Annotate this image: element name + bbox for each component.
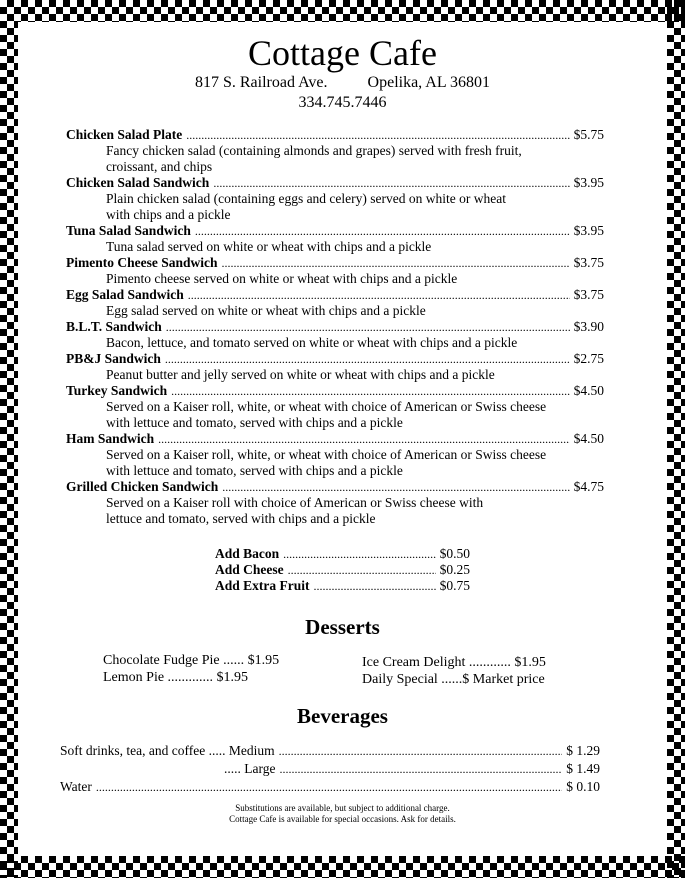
item-description: Peanut butter and jelly served on white or wheat with chips and a pickle	[106, 367, 495, 382]
dessert-item: Daily Special ......$ Market price	[362, 672, 545, 687]
item-price: $4.50	[573, 431, 604, 446]
checkered-border-bottom	[0, 856, 685, 878]
addon-name: Add Bacon	[215, 546, 280, 561]
item-description: Tuna salad served on white or wheat with chips and a pickle	[106, 239, 432, 254]
item-price: $3.75	[573, 287, 604, 302]
dessert-item: Ice Cream Delight ............ $1.95	[362, 655, 546, 670]
dessert-item: Chocolate Fudge Pie ...... $1.95	[103, 653, 280, 668]
beverage-row	[60, 760, 600, 778]
substitutions-note: Substitutions are available, but subject to additional charge.	[235, 803, 450, 813]
item-price: $3.90	[573, 319, 604, 334]
item-description: Plain chicken salad (containing eggs and celery) served on white or wheat with chips and a pickle	[106, 191, 506, 222]
item-description: Egg salad served on white or wheat with chips and a pickle	[106, 303, 426, 318]
menu-item	[66, 287, 604, 319]
item-name: Chicken Salad Plate	[66, 127, 183, 142]
city-state-zip: Opelika, AL 36801	[367, 74, 491, 91]
beverage-row	[60, 742, 600, 760]
beverage-label: Water	[60, 779, 92, 794]
item-name: Egg Salad Sandwich	[66, 287, 184, 302]
checkered-border-top	[0, 0, 685, 22]
menu-item	[66, 351, 604, 383]
addon-item	[215, 546, 470, 562]
beverage-label: ..... Large	[224, 761, 276, 776]
beverage-price: $ 1.49	[566, 761, 600, 776]
special-occasions-note: Cottage Cafe is available for special occasions. Ask for details.	[229, 814, 456, 824]
addon-name: Add Extra Fruit	[215, 578, 310, 593]
item-name: B.L.T. Sandwich	[66, 319, 162, 334]
addon-name: Add Cheese	[215, 562, 284, 577]
menu-item	[66, 479, 604, 527]
item-description: Served on a Kaiser roll, white, or wheat with choice of American or Swiss cheese with lettuce and tomato, served with chips and a pickle	[106, 399, 547, 430]
item-name: Grilled Chicken Sandwich	[66, 479, 219, 494]
item-description: Fancy chicken salad (containing almonds and grapes) served with fresh fruit, croissant, and chips	[106, 143, 522, 174]
addon-price: $0.75	[439, 578, 470, 593]
phone-number: 334.745.7446	[298, 94, 387, 111]
beverage-label: Soft drinks, tea, and coffee ..... Medium	[60, 743, 275, 758]
beverages-heading: Beverages	[297, 704, 388, 728]
street-address: 817 S. Railroad Ave.	[194, 74, 328, 91]
item-name: Ham Sandwich	[66, 431, 155, 446]
beverage-price: $ 1.29	[566, 743, 600, 758]
addons-list	[215, 546, 470, 594]
menu-item	[66, 223, 604, 255]
checkered-border-left	[0, 0, 18, 878]
item-price: $3.75	[573, 255, 604, 270]
item-name: Pimento Cheese Sandwich	[66, 255, 218, 270]
item-price: $4.50	[573, 383, 604, 398]
addon-item	[215, 562, 470, 578]
item-price: $5.75	[573, 127, 604, 142]
item-price: $3.95	[573, 175, 604, 190]
restaurant-title: Cottage Cafe	[248, 33, 437, 73]
sandwich-menu	[66, 127, 604, 527]
menu-item	[66, 319, 604, 351]
item-price: $4.75	[573, 479, 604, 494]
addon-price: $0.25	[439, 562, 470, 577]
item-description: Served on a Kaiser roll with choice of American or Swiss cheese with lettuce and tomato, served with chips and a pickle	[106, 495, 484, 526]
item-price: $3.95	[573, 223, 604, 238]
desserts-heading: Desserts	[305, 615, 380, 639]
item-price: $2.75	[573, 351, 604, 366]
item-description: Bacon, lettuce, and tomato served on white or wheat with chips and a pickle	[106, 335, 518, 350]
menu-item	[66, 383, 604, 431]
item-name: PB&J Sandwich	[66, 351, 161, 366]
menu-item	[66, 127, 604, 175]
address	[0, 74, 685, 92]
dessert-item: Lemon Pie ............. $1.95	[103, 670, 249, 685]
beverage-price: $ 0.10	[566, 779, 600, 794]
menu-item	[66, 431, 604, 479]
footer-notes	[0, 803, 685, 825]
menu-item	[66, 255, 604, 287]
checkered-border-right	[667, 0, 685, 878]
beverages-list	[60, 742, 600, 796]
item-name: Turkey Sandwich	[66, 383, 168, 398]
item-description: Pimento cheese served on white or wheat with chips and a pickle	[106, 271, 458, 286]
addon-item	[215, 578, 470, 594]
beverage-row	[60, 778, 600, 796]
item-description: Served on a Kaiser roll, white, or wheat with choice of American or Swiss cheese with lettuce and tomato, served with chips and a pickle	[106, 447, 547, 478]
item-name: Chicken Salad Sandwich	[66, 175, 210, 190]
menu-item	[66, 175, 604, 223]
addon-price: $0.50	[439, 546, 470, 561]
item-name: Tuna Salad Sandwich	[66, 223, 191, 238]
